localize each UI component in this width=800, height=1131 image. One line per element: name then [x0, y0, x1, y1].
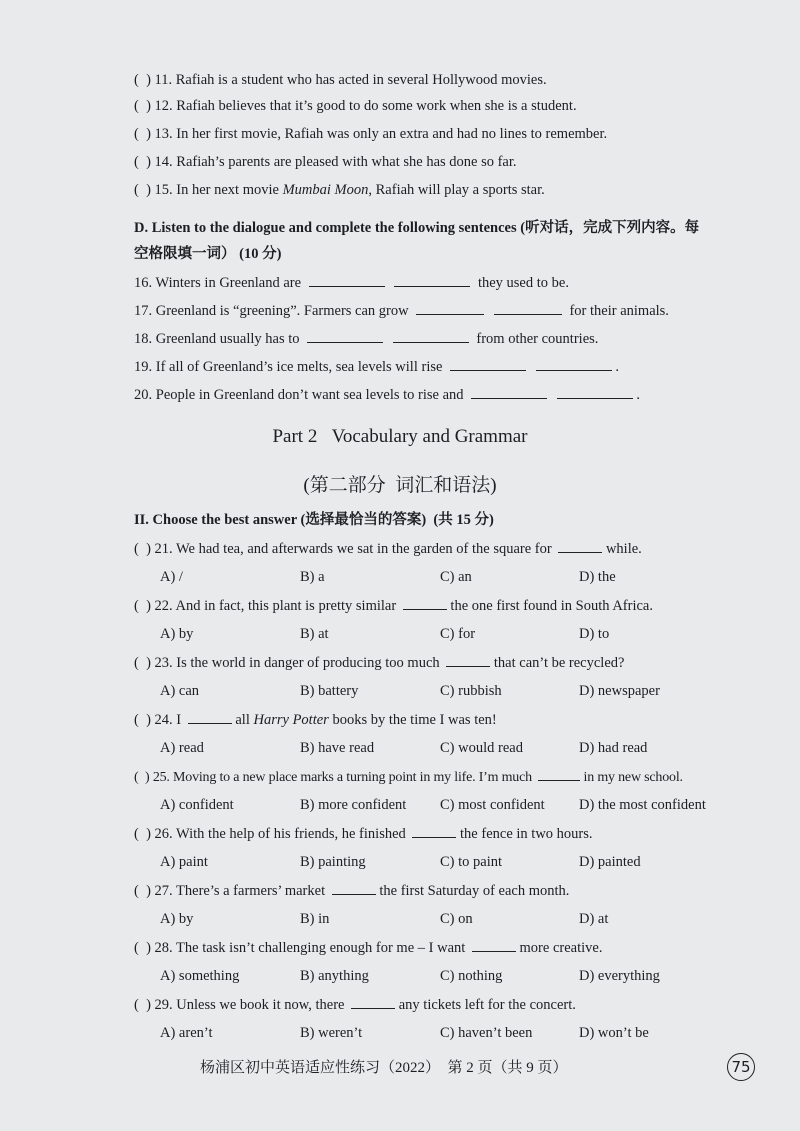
option-d[interactable]: D) the most confident [579, 797, 706, 813]
option-c[interactable]: C) most confident [440, 797, 545, 813]
page-number-badge: 75 [727, 1053, 755, 1081]
option-a[interactable]: A) / [160, 569, 183, 585]
option-a[interactable]: A) paint [160, 854, 208, 870]
option-b[interactable]: B) at [300, 626, 329, 642]
answer-blank[interactable] [557, 384, 633, 399]
question-24: ( ) 24. I all Harry Potter books by the time I was ten! [134, 709, 497, 730]
page-footer: 杨浦区初中英语适应性练习（2022） 第 2 页（共 9 页） [200, 1060, 568, 1076]
answer-blank[interactable] [471, 384, 547, 399]
option-b[interactable]: B) weren’t [300, 1025, 363, 1041]
option-b[interactable]: B) anything [300, 968, 369, 984]
answer-blank[interactable] [393, 328, 469, 343]
option-a[interactable]: A) aren’t [160, 1025, 213, 1041]
part2-title: Part 2 Vocabulary and Grammar [272, 426, 528, 447]
section-d-heading-cont: 空格限填一词） (10 分) [134, 246, 282, 262]
fill-item-19: 19. If all of Greenland’s ice melts, sea levels will rise . [134, 356, 619, 377]
answer-blank[interactable] [558, 538, 602, 553]
question-26: ( ) 26. With the help of his friends, he finished the fence in two hours. [134, 823, 593, 844]
option-c[interactable]: C) rubbish [440, 683, 502, 699]
option-a[interactable]: A) something [160, 968, 240, 984]
option-b[interactable]: B) battery [300, 683, 359, 699]
answer-blank[interactable] [309, 272, 385, 287]
option-d[interactable]: D) had read [579, 740, 648, 756]
fill-item-16: 16. Winters in Greenland are they used to be. [134, 272, 569, 293]
section-ii-heading: II. Choose the best answer (选择最恰当的答案) (共 15 分) [134, 512, 494, 528]
answer-blank[interactable] [472, 937, 516, 952]
option-c[interactable]: C) nothing [440, 968, 503, 984]
tf-item-14: ( ) 14. Rafiah’s parents are pleased with what she has done so far. [134, 154, 517, 170]
option-d[interactable]: D) won’t be [579, 1025, 649, 1041]
answer-blank[interactable] [351, 994, 395, 1009]
option-d[interactable]: D) newspaper [579, 683, 660, 699]
option-d[interactable]: D) to [579, 626, 610, 642]
option-d[interactable]: D) the [579, 569, 616, 585]
answer-blank[interactable] [307, 328, 383, 343]
answer-blank[interactable] [403, 595, 447, 610]
option-a[interactable]: A) can [160, 683, 200, 699]
question-28: ( ) 28. The task isn’t challenging enough for me – I want more creative. [134, 937, 602, 958]
option-c[interactable]: C) to paint [440, 854, 503, 870]
option-c[interactable]: C) for [440, 626, 476, 642]
option-d[interactable]: D) at [579, 911, 609, 927]
part2-subtitle: (第二部分 词汇和语法) [303, 475, 497, 496]
answer-blank[interactable] [446, 652, 490, 667]
option-b[interactable]: B) more confident [300, 797, 407, 813]
option-b[interactable]: B) a [300, 569, 325, 585]
question-29: ( ) 29. Unless we book it now, there any tickets left for the concert. [134, 994, 576, 1015]
option-a[interactable]: A) by [160, 911, 194, 927]
option-d[interactable]: D) painted [579, 854, 641, 870]
option-a[interactable]: A) read [160, 740, 204, 756]
answer-blank[interactable] [332, 880, 376, 895]
question-25: ( ) 25. Moving to a new place marks a turning point in my life. I’m much in my new school. [134, 766, 683, 788]
tf-item-15: ( ) 15. In her next movie Mumbai Moon, Rafiah will play a sports star. [134, 182, 545, 198]
answer-blank[interactable] [538, 766, 580, 781]
option-c[interactable]: C) an [440, 569, 472, 585]
option-b[interactable]: B) have read [300, 740, 375, 756]
question-21: ( ) 21. We had tea, and afterwards we sat in the garden of the square for while. [134, 538, 642, 559]
tf-item-12: ( ) 12. Rafiah believes that it’s good to do some work when she is a student. [134, 98, 577, 114]
option-d[interactable]: D) everything [579, 968, 660, 984]
question-23: ( ) 23. Is the world in danger of producing too much that can’t be recycled? [134, 652, 624, 673]
tf-item-13: ( ) 13. In her first movie, Rafiah was only an extra and had no lines to remember. [134, 126, 608, 142]
answer-blank[interactable] [494, 300, 562, 315]
option-a[interactable]: A) by [160, 626, 194, 642]
answer-blank[interactable] [188, 709, 232, 724]
option-b[interactable]: B) in [300, 911, 330, 927]
question-27: ( ) 27. There’s a farmers’ market the first Saturday of each month. [134, 880, 569, 901]
option-c[interactable]: C) haven’t been [440, 1025, 533, 1041]
fill-item-17: 17. Greenland is “greening”. Farmers can grow for their animals. [134, 300, 669, 321]
option-c[interactable]: C) would read [440, 740, 523, 756]
answer-blank[interactable] [394, 272, 470, 287]
option-a[interactable]: A) confident [160, 797, 234, 813]
question-22: ( ) 22. And in fact, this plant is pretty similar the one first found in South Africa. [134, 595, 653, 616]
fill-item-20: 20. People in Greenland don’t want sea levels to rise and . [134, 384, 640, 405]
answer-blank[interactable] [450, 356, 526, 371]
answer-blank[interactable] [416, 300, 484, 315]
fill-item-18: 18. Greenland usually has to from other countries. [134, 328, 598, 349]
answer-blank[interactable] [536, 356, 612, 371]
option-c[interactable]: C) on [440, 911, 473, 927]
option-b[interactable]: B) painting [300, 854, 366, 870]
answer-blank[interactable] [412, 823, 456, 838]
tf-item-11: ( ) 11. Rafiah is a student who has acted in several Hollywood movies. [134, 72, 547, 88]
section-d-heading: D. Listen to the dialogue and complete the following sentences (听对话，完成下列内容。每 [134, 220, 700, 236]
